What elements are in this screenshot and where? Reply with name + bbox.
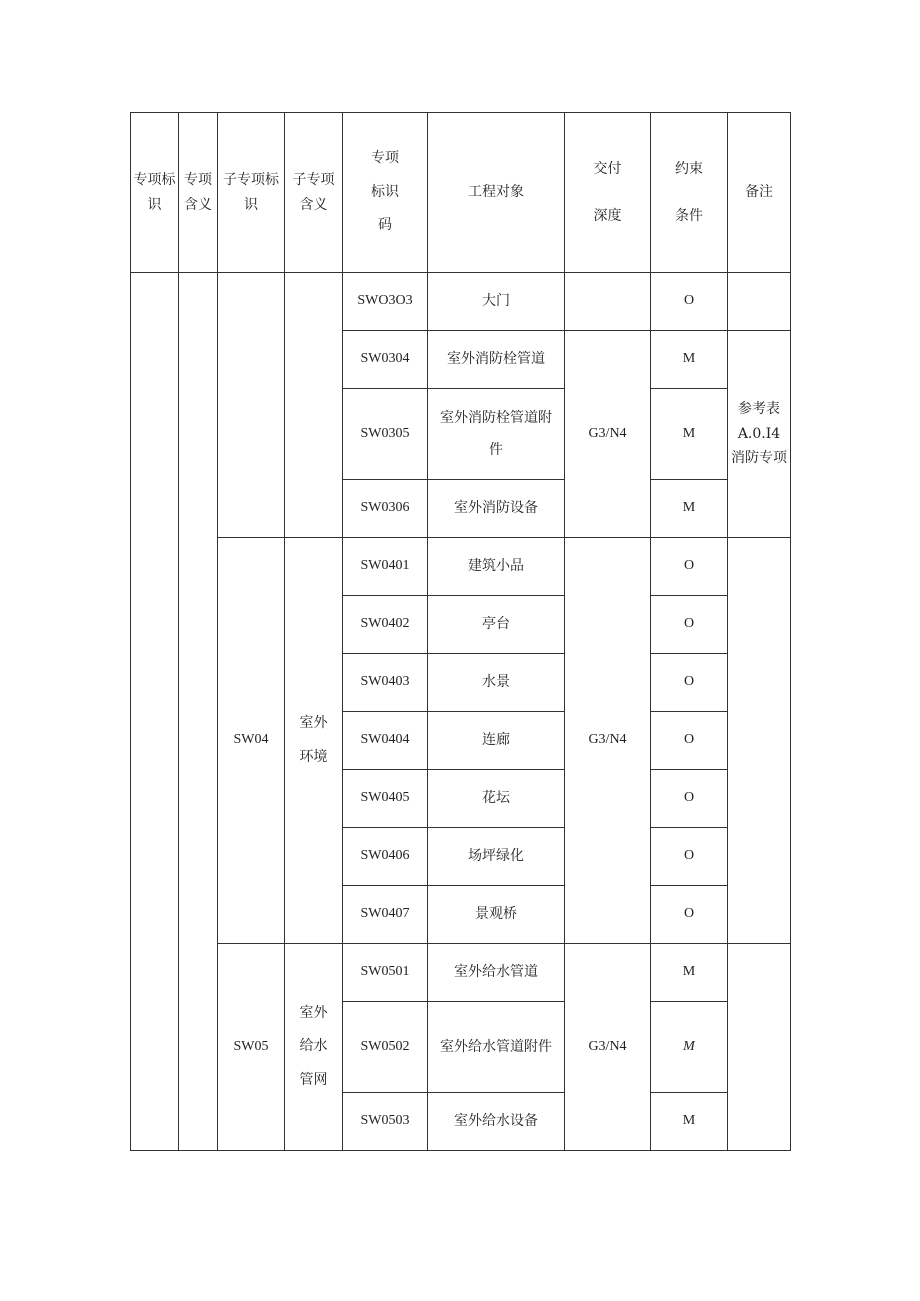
code-cell: SW0304 [343,331,428,389]
note-cell [728,538,791,944]
header-depth: 交付深度 [565,113,651,273]
sub-meaning-cell: 室外给水管网 [285,944,343,1151]
code-cell: SW0404 [343,712,428,770]
code-cell: SW0501 [343,944,428,1002]
table-row [131,944,791,1002]
object-cell: 场坪绿化 [428,828,565,886]
condition-cell: O [651,596,728,654]
condition-cell: M [651,944,728,1002]
condition-cell: M [651,1002,728,1093]
header-special-id: 专项标识 [131,113,179,273]
header-row [131,113,791,273]
condition-cell: O [651,273,728,331]
condition-cell: O [651,712,728,770]
sub-id-cell: SW05 [218,944,285,1151]
header-object: 工程对象 [428,113,565,273]
header-code: 专项标识码 [343,113,428,273]
code-cell: SW0407 [343,886,428,944]
object-cell: 景观桥 [428,886,565,944]
object-cell: 室外给水管道附件 [428,1002,565,1093]
depth-cell: G3/N4 [565,944,651,1151]
special-id-cell [131,273,179,1151]
header-sub-id: 子专项标识 [218,113,285,273]
spec-table [130,112,791,1151]
table-row [131,538,791,596]
sub-meaning-cell [285,273,343,538]
condition-cell: O [651,538,728,596]
object-cell: 室外消防栓管道 [428,331,565,389]
object-cell: 建筑小品 [428,538,565,596]
note-cell [728,944,791,1151]
object-cell: 室外消防栓管道附件 [428,389,565,480]
object-cell: 亭台 [428,596,565,654]
object-cell: 室外消防设备 [428,480,565,538]
sub-meaning-cell: 室外环境 [285,538,343,944]
object-cell: 水景 [428,654,565,712]
object-cell: 花坛 [428,770,565,828]
header-note: 备注 [728,113,791,273]
code-cell: SW0406 [343,828,428,886]
code-cell: SW0306 [343,480,428,538]
code-cell: SW0503 [343,1093,428,1151]
code-cell: SW0305 [343,389,428,480]
sub-id-cell [218,273,285,538]
code-cell: SW0405 [343,770,428,828]
condition-cell: M [651,1093,728,1151]
condition-cell: O [651,828,728,886]
code-cell: SW0401 [343,538,428,596]
header-condition: 约束条件 [651,113,728,273]
condition-cell: M [651,480,728,538]
code-cell: SW0502 [343,1002,428,1093]
special-meaning-cell [179,273,218,1151]
table-row [131,273,791,331]
condition-cell: M [651,331,728,389]
header-special-meaning: 专项含义 [179,113,218,273]
code-cell: SW0402 [343,596,428,654]
condition-cell: O [651,770,728,828]
object-cell: 室外给水设备 [428,1093,565,1151]
sub-id-cell: SW04 [218,538,285,944]
condition-cell: O [651,886,728,944]
object-cell: 连廊 [428,712,565,770]
object-cell: 大门 [428,273,565,331]
depth-cell [565,273,651,331]
depth-cell: G3/N4 [565,538,651,944]
code-cell: SW0403 [343,654,428,712]
condition-cell: O [651,654,728,712]
header-sub-meaning: 子专项含义 [285,113,343,273]
condition-cell: M [651,389,728,480]
code-cell: SWO3O3 [343,273,428,331]
note-cell [728,273,791,331]
note-cell: 参考表A.0.I4消防专项 [728,331,791,538]
object-cell: 室外给水管道 [428,944,565,1002]
depth-cell: G3/N4 [565,331,651,538]
